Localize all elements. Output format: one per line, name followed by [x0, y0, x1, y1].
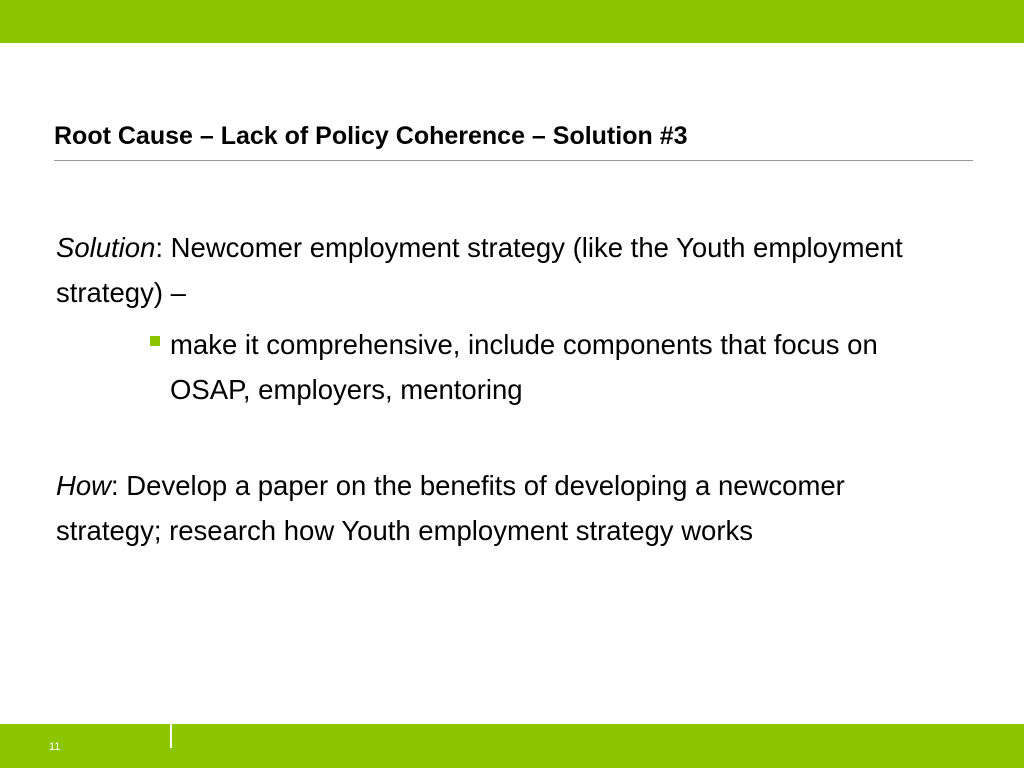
solution-text: : Newcomer employment strategy (like the Youth employment strategy) –: [56, 232, 903, 308]
slide-title: Root Cause – Lack of Policy Coherence – Solution #3: [54, 122, 688, 150]
top-accent-bar: [0, 0, 1024, 43]
square-bullet-icon: [150, 336, 160, 346]
how-paragraph: [56, 463, 936, 553]
solution-paragraph: [56, 225, 936, 315]
footer-divider: [170, 724, 172, 748]
bullet-text: make it comprehensive, include components that focus on OSAP, employers, mentoring: [170, 329, 878, 405]
page-number: 11: [49, 741, 61, 753]
title-divider: [54, 160, 973, 161]
how-label: How: [56, 470, 112, 501]
how-text: : Develop a paper on the benefits of developing a newcomer strategy; research how Youth employment strategy works: [56, 470, 845, 546]
footer-bar: [0, 724, 1024, 768]
solution-label: Solution: [56, 232, 156, 263]
